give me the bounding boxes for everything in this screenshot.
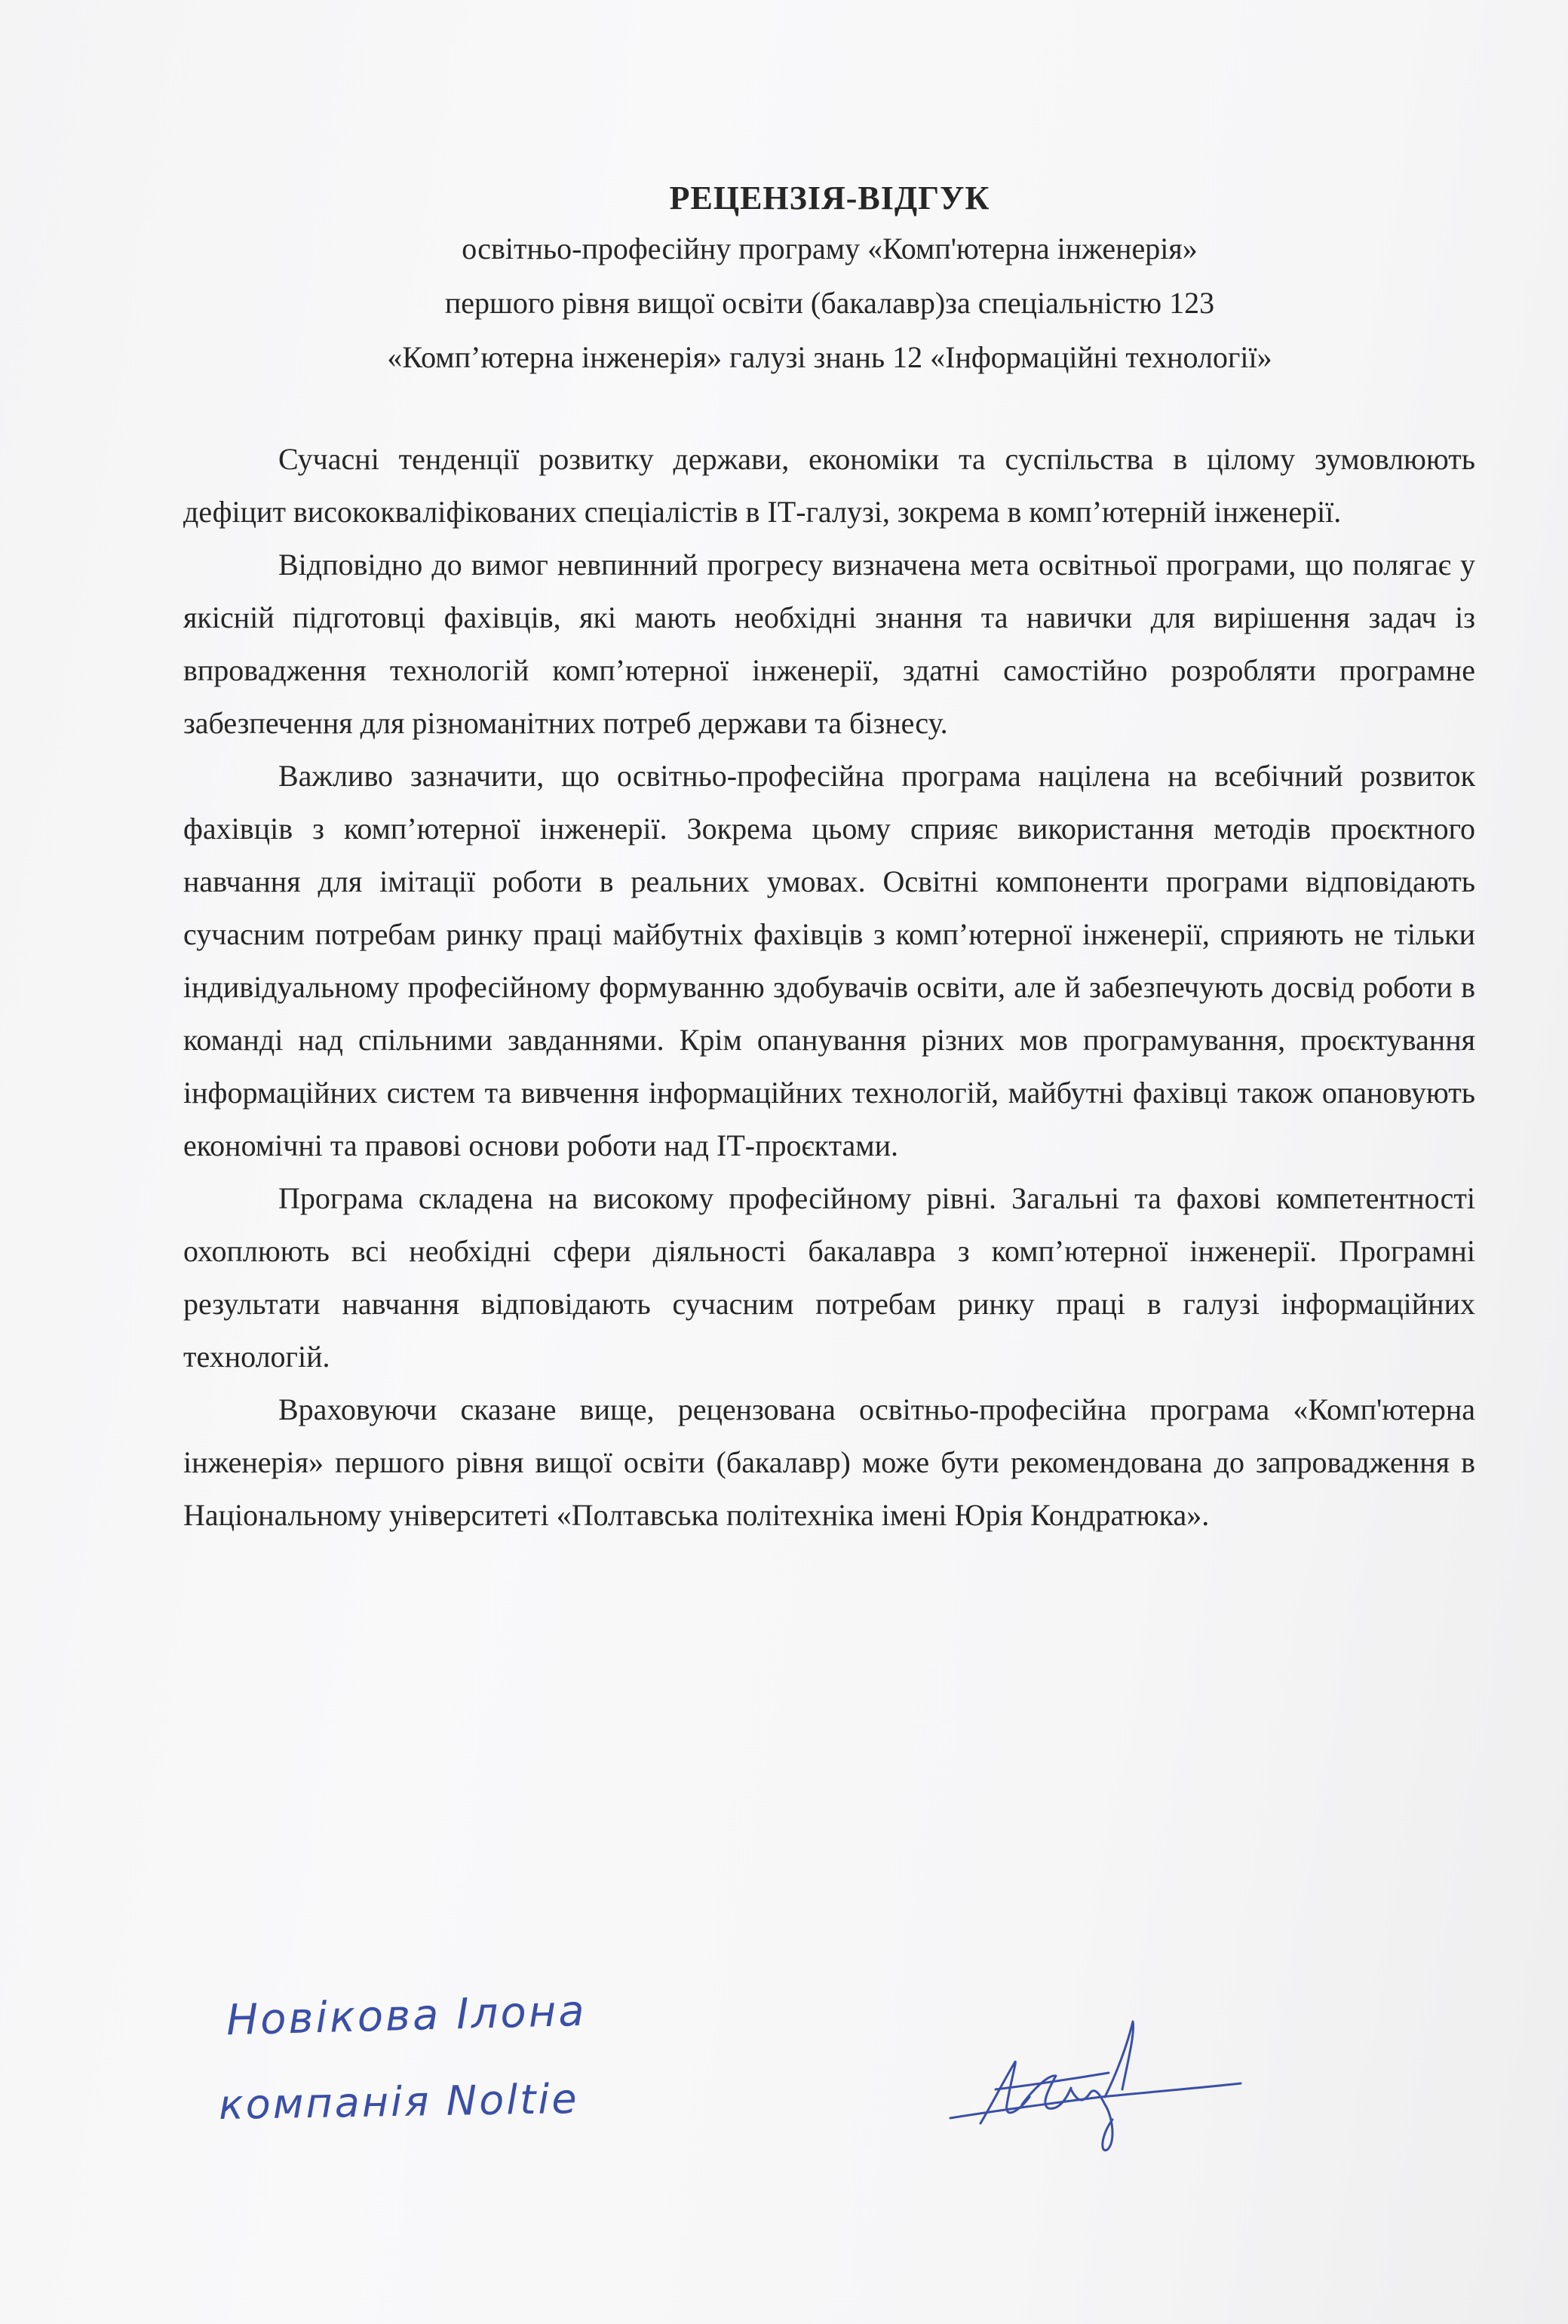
paragraph-3: Важливо зазначити, що освітньо-професійна програма націлена на всебічний розвиток фахівців з комп’ютерної інженерії. Зокрема цьому сприяє використання методів проєктного навчання для імітації роботи в реальних умовах. Освітні компоненти програми відповідають сучасним потребам ринку праці майбутніх фахівців з комп’ютерної інженерії, сприяють не тільки індивідуальному професійному формуванню здобувачів освіти, але й забезпечують досвід роботи в команді над спільними завданнями. Крім опанування різних мов програмування, проєктування інформаційних систем та вивчення інформаційних технологій, майбутні фахівці також опановують економічні та правові основи роботи над ІТ-проєктами. bbox=[183, 759, 1475, 1162]
document-body bbox=[183, 433, 1475, 1542]
paragraph-1: Сучасні тенденції розвитку держави, економіки та суспільства в цілому зумовлюють дефіцит висококваліфікованих спеціалістів в ІТ-галузі, зокрема в комп’ютерній інженерії. bbox=[183, 442, 1475, 529]
handwritten-name: Новікова Ілона bbox=[226, 1986, 588, 2046]
document-heading bbox=[181, 175, 1478, 385]
handwritten-company: компанія Noltie bbox=[218, 2074, 580, 2129]
subtitle-line-2: першого рівня вищої освіти (бакалавр)за спеціальністю 123 bbox=[444, 286, 1215, 320]
paragraph-4: Програма складена на високому професійному рівні. Загальні та фахові компетентності охоплюють всі необхідні сфери діяльності бакалавра з комп’ютерної інженерії. Програмні результати навчання відповідають сучасним потребам ринку праці в галузі інформаційних технологій. bbox=[183, 1181, 1475, 1374]
subtitle-line-3: «Комп’ютерна інженерія» галузі знань 12 «Інформаційні технології» bbox=[387, 340, 1272, 374]
signature-icon bbox=[935, 1991, 1252, 2165]
paragraph-5: Враховуючи сказане вище, рецензована освітньо-професійна програма «Комп'ютерна інженерія» першого рівня вищої освіти (бакалавр) може бути рекомендована до запровадження в Національному університеті «Полтавська політехніка імені Юрія Кондратюка». bbox=[183, 1392, 1475, 1532]
subtitle-line-1: освітньо-професійну програму «Комп'ютерна інженерія» bbox=[462, 232, 1198, 266]
document-title: РЕЦЕНЗІЯ-ВІДГУК bbox=[669, 180, 990, 216]
paragraph-2: Відповідно до вимог невпинний прогресу визначена мета освітньої програми, що полягає у якісній підготовці фахівців, які мають необхідні знання та навички для вирішення задач із впровадження технологій комп’ютерної інженерії, здатні самостійно розробляти програмне забезпечення для різноманітних потреб держави та бізнесу. bbox=[183, 548, 1475, 740]
